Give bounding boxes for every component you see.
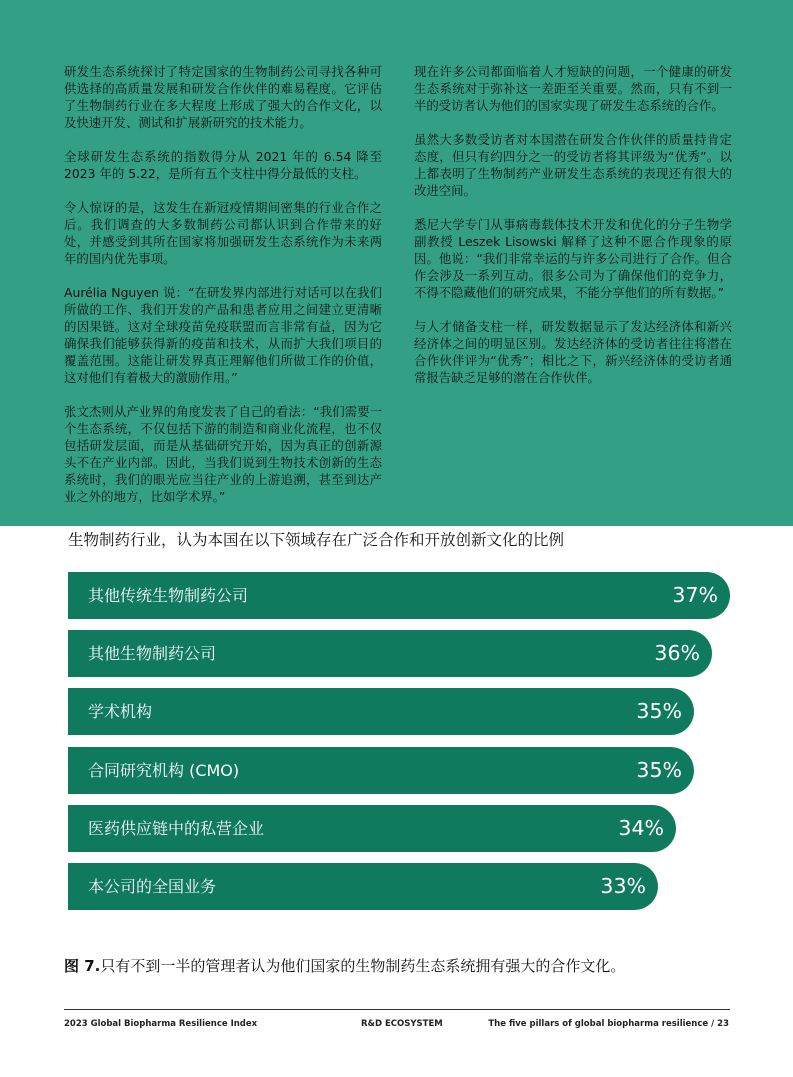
bar-3 xyxy=(68,688,694,735)
right-paragraph-3: 悉尼大学专门从事病毒载体技术开发和优化的分子生物学副教授 Leszek Lisowski 解释了这种不愿合作现象的原因。他说：“我们非常幸运的与许多公司进行了合作。但合作会涉及一系列互动。很多公司为了确保他们的竞争力，不得不隐藏他们的研究成果，不能分享他们的所有数据。” xyxy=(414,217,732,300)
bar-value-label: 35% xyxy=(636,699,682,723)
footer-section-name: R&D ECOSYSTEM xyxy=(361,1019,443,1029)
bar-value-label: 37% xyxy=(672,583,718,607)
footer-page-info: The five pillars of global biopharma resilience / 23 xyxy=(488,1019,729,1029)
bar-category-label: 医药供应链中的私营企业 xyxy=(88,819,265,838)
bar-category-label: 其他生物制药公司 xyxy=(88,644,217,663)
bar-value-label: 35% xyxy=(636,758,682,782)
caption-text: 只有不到一半的管理者认为他们国家的生物制药生态系统拥有强大的合作文化。 xyxy=(100,957,626,975)
left-paragraph-4: Aurélia Nguyen 说：“在研发界内部进行对话可以在我们所做的工作、我们开发的产品和患者应用之间建立更清晰的因果链。这对全球疫苗免疫联盟而言非常有益，因为它确保我们能够获得新的疫苗和技术，从而扩大我们项目的覆盖范围。这能让研发界真正理解他们所做工作的价值，这对他们有着极大的激励作用。” xyxy=(64,285,382,385)
bar-6 xyxy=(68,863,658,910)
left-paragraph-1: 研发生态系统探讨了特定国家的生物制药公司寻找各种可供选择的高质量发展和研发合作伙伴的难易程度。它评估了生物制药行业在多大程度上形成了强大的合作文化，以及快速开发、测试和扩展新研究的技术能力。 xyxy=(64,64,382,130)
bar-category-label: 其他传统生物制药公司 xyxy=(88,586,249,605)
right-text-column xyxy=(414,63,732,403)
left-paragraph-5: 张文杰则从产业界的角度发表了自己的看法：“我们需要一个生态系统，不仅包括下游的制造和商业化流程，也不仅包括研发层面，而是从基础研究开始，因为真正的创新源头不在产业内部。因此，当我们说到生物技术创新的生态系统时，我们的眼光应当往产业的上游追溯，甚至到达产业之外的地方，比如学术界。” xyxy=(64,404,382,504)
caption-label: 图 7. xyxy=(64,957,101,975)
left-paragraph-3: 令人惊讶的是，这发生在新冠疫情期间密集的行业合作之后。我们调查的大多数制药公司都认识到合作带来的好处，并感受到其所在国家将加强研发生态系统作为未来两年的国内优先事项。 xyxy=(64,200,382,266)
chart-title: 生物制药行业，认为本国在以下领域存在广泛合作和开放创新文化的比例 xyxy=(68,531,565,549)
bar-2 xyxy=(68,630,712,677)
left-text-column xyxy=(64,63,382,522)
footer-divider xyxy=(64,1009,730,1010)
left-paragraph-2: 全球研发生态系统的指数得分从 2021 年的 6.54 降至 2023 年的 5.22，是所有五个支柱中得分最低的支柱。 xyxy=(64,149,382,181)
bar-category-label: 合同研究机构 (CMO) xyxy=(88,761,240,780)
figure-caption xyxy=(64,955,744,977)
bar-value-label: 36% xyxy=(654,641,700,665)
right-paragraph-2: 虽然大多数受访者对本国潜在研发合作伙伴的质量持肯定态度，但只有约四分之一的受访者将其评级为“优秀”。以上都表明了生物制药产业研发生态系统的表现还有很大的改进空间。 xyxy=(414,132,732,198)
bar-value-label: 34% xyxy=(618,816,664,840)
bar-category-label: 本公司的全国业务 xyxy=(88,877,217,896)
bar-value-label: 33% xyxy=(600,874,646,898)
footer-report-title: 2023 Global Biopharma Resilience Index xyxy=(64,1019,258,1029)
bar-1 xyxy=(68,572,730,619)
bar-5 xyxy=(68,805,676,852)
bar-4 xyxy=(68,747,694,794)
right-paragraph-1: 现在许多公司都面临着人才短缺的问题，一个健康的研发生态系统对于弥补这一差距至关重要。然而，只有不到一半的受访者认为他们的国家实现了研发生态系统的合作。 xyxy=(414,64,732,113)
bar-category-label: 学术机构 xyxy=(88,702,153,721)
right-paragraph-4: 与人才储备支柱一样，研发数据显示了发达经济体和新兴经济体之间的明显区别。发达经济体的受访者往往将潜在合作伙伴评为“优秀”；相比之下，新兴经济体的受访者通常报告缺乏足够的潜在合作伙伴。 xyxy=(414,319,732,385)
